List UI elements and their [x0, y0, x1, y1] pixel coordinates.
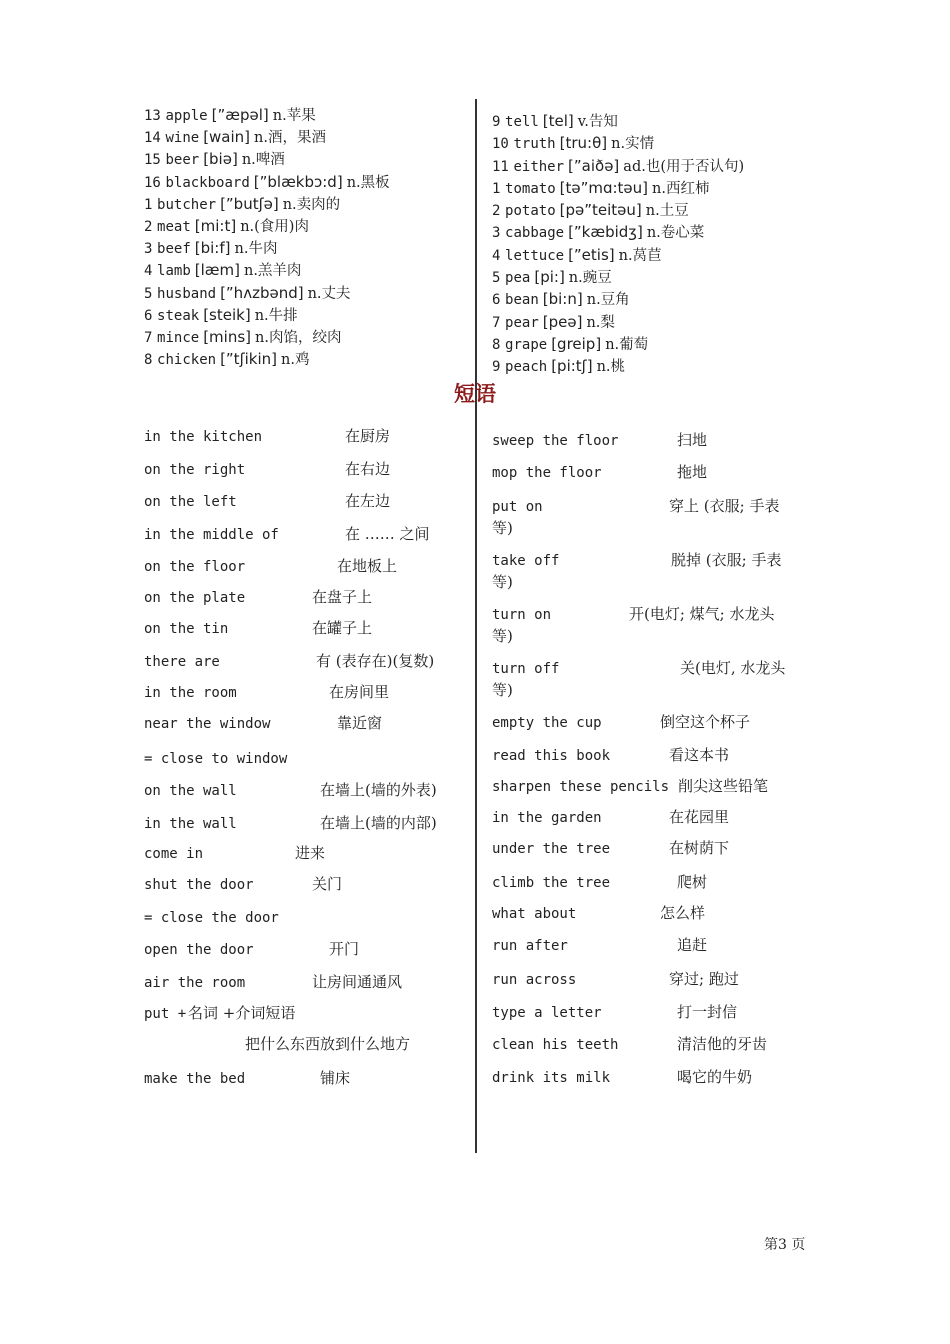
phrase-english: air the room [144, 975, 246, 991]
phrase-english: run after [492, 938, 568, 954]
phrase-chinese-continued: 等) [492, 519, 513, 537]
vocab-word: lettuce [505, 247, 565, 264]
vocab-phonetic: [tru:θ] [559, 134, 608, 153]
vocab-item [144, 237, 469, 259]
phrase-chinese: 在花园里 [669, 808, 730, 826]
phrase-english: turn on [492, 607, 552, 623]
phrase-chinese: 追赶 [677, 936, 708, 954]
vocab-number: 9 [492, 359, 501, 376]
phrase-chinese: 拖地 [677, 463, 708, 481]
vocab-item [144, 126, 469, 148]
phrase-english: on the wall [144, 783, 237, 799]
vocab-number: 8 [492, 336, 501, 353]
phrase-english: put on [492, 499, 543, 515]
vocab-word: lamb [157, 263, 191, 280]
phrase-chinese: 关(电灯, 水龙头 [680, 659, 786, 677]
phrase-chinese-continued: 等) [492, 681, 513, 699]
vocab-meaning: n.梨 [586, 314, 615, 331]
vocab-phonetic: [tə”mɑ:təu] [559, 178, 649, 197]
vocab-word: grape [505, 336, 548, 353]
vocab-number: 9 [492, 114, 501, 130]
phrase-english: in the room [144, 685, 237, 701]
vocab-number: 11 [492, 158, 509, 175]
vocab-item [492, 199, 822, 221]
phrase-chinese: 让房间通通风 [312, 973, 403, 991]
vocab-meaning: ad.也(用于否认句) [623, 158, 745, 175]
vocab-item [492, 355, 822, 377]
phrase-item [144, 524, 469, 544]
phrase-item [492, 496, 808, 537]
vocab-phonetic: [bi:n] [542, 290, 583, 309]
phrase-item [492, 807, 808, 827]
vocab-number: 6 [492, 292, 501, 309]
vocab-number: 15 [144, 152, 161, 169]
phrase-chinese: 在墙上(墙的外表) [320, 781, 437, 799]
phrase-chinese: 倒空这个杯子 [660, 713, 751, 731]
vocab-word: peach [505, 359, 548, 376]
phrase-item [144, 682, 469, 702]
vocab-meaning: n.黑板 [346, 174, 390, 191]
phrase-english: on the plate [144, 590, 246, 606]
phrase-item [144, 713, 469, 733]
phrase-chinese: 爬树 [677, 873, 708, 891]
vocab-number: 10 [492, 136, 509, 153]
vocab-number: 2 [492, 203, 501, 220]
phrase-english: on the left [144, 494, 237, 510]
vocab-phonetic: [biə] [203, 150, 238, 169]
vocab-number: 8 [144, 352, 153, 369]
vocab-meaning: n.肉馅，绞肉 [255, 329, 342, 346]
phrase-item [492, 1067, 808, 1087]
phrase-english: on the right [144, 462, 246, 478]
phrase-english: in the kitchen [144, 429, 263, 445]
phrase-english: mop the floor [492, 465, 602, 481]
vocab-item [144, 259, 469, 281]
vocab-number: 4 [492, 247, 501, 264]
phrase-chinese: 怎么样 [660, 904, 706, 922]
vocab-number: 1 [492, 180, 501, 197]
phrase-english: climb the tree [492, 875, 611, 891]
phrases-title: 短语 [454, 382, 496, 406]
vocab-number: 4 [144, 263, 153, 280]
phrase-item [492, 969, 808, 989]
vocab-meaning: n.羔羊肉 [243, 263, 302, 280]
vocab-item [492, 155, 822, 177]
vocab-phonetic: [mins] [203, 327, 252, 346]
phrase-chinese: 开(电灯; 煤气; 水龙头 [629, 605, 775, 623]
phrase-english: empty the cup [492, 715, 602, 731]
vocab-word: either [513, 158, 565, 175]
vocab-item [492, 244, 822, 266]
phrase-chinese: 削尖这些铅笔 [678, 777, 769, 795]
vocab-item [144, 104, 469, 126]
vocab-number: 3 [144, 241, 153, 258]
phrase-item [492, 903, 808, 923]
phrase-chinese: 有 (表存在)(复数) [316, 652, 435, 670]
phrase-item [144, 972, 469, 992]
phrase-english: under the tree [492, 841, 611, 857]
vocab-meaning: n.酒，果酒 [254, 130, 326, 147]
phrase-item [492, 604, 808, 645]
vocab-phonetic: [pi:tʃ] [551, 357, 593, 376]
vocab-word: tomato [505, 180, 556, 197]
vocab-item [144, 171, 469, 193]
vocab-phonetic: [”kæbidʒ] [568, 223, 643, 242]
vocab-word: pear [505, 314, 539, 331]
vocab-item [492, 110, 822, 132]
phrase-english: take off [492, 553, 560, 569]
vocab-word: pea [505, 270, 531, 287]
vocab-phonetic: [tel] [542, 112, 574, 130]
vocab-meaning: n.葡萄 [605, 336, 649, 353]
phrase-chinese: 脱掉 (衣服; 手表 [671, 551, 782, 569]
phrase-chinese: 靠近窗 [337, 714, 383, 732]
phrase-item [144, 843, 469, 863]
vocab-word: wine [165, 130, 200, 147]
phrase-chinese: 穿过; 跑过 [669, 970, 739, 988]
vocab-meaning: n.牛肉 [234, 241, 278, 258]
phrase-english: in the wall [144, 816, 237, 832]
phrase-english: in the garden [492, 810, 602, 826]
phrase-chinese: 在墙上(墙的内部) [320, 814, 437, 832]
phrase-english: sweep the floor [492, 433, 619, 449]
vocab-item [492, 132, 822, 154]
phrase-item [144, 748, 469, 768]
vocab-phonetic: [”butʃə] [220, 194, 279, 213]
phrase-chinese: 在 …… 之间 [345, 525, 430, 543]
phrase-item [144, 813, 469, 833]
vocab-meaning: v.告知 [577, 114, 618, 130]
vocab-word: butcher [157, 196, 217, 213]
phrase-chinese: 在右边 [345, 460, 391, 478]
vocab-phonetic: [”etis] [568, 245, 615, 264]
vocab-list-right [492, 110, 822, 378]
vocab-number: 16 [144, 174, 161, 191]
vocab-phonetic: [bi:f] [194, 239, 231, 258]
phrase-english: what about [492, 906, 577, 922]
phrase-chinese: 开门 [329, 940, 360, 958]
phrase-english: run across [492, 972, 577, 988]
vocab-word: tell [505, 114, 539, 130]
vocab-item [492, 333, 822, 355]
vocab-meaning: n.卖肉的 [282, 196, 341, 213]
page-number: 第3 页 [764, 1237, 806, 1253]
phrase-english: on the floor [144, 559, 246, 575]
vocab-phonetic: [greip] [551, 334, 602, 353]
vocab-word: beef [157, 241, 191, 258]
vocab-number: 5 [144, 285, 153, 302]
vocab-word: cabbage [505, 225, 565, 242]
vocab-item [144, 304, 469, 326]
phrase-english: in the middle of [144, 527, 279, 543]
phrase-item [492, 838, 808, 858]
phrase-item [492, 745, 808, 765]
vocab-phonetic: [”hʌzbənd] [220, 283, 304, 302]
phrase-english: = close the door [144, 910, 279, 926]
phrase-item [144, 618, 469, 638]
phrase-chinese: 铺床 [320, 1069, 351, 1087]
phrase-item [492, 776, 808, 796]
phrase-english: shut the door [144, 877, 254, 893]
phrase-item [492, 872, 808, 892]
phrase-chinese: 在厨房 [345, 427, 391, 445]
phrase-chinese: 在罐子上 [312, 619, 373, 637]
vocab-meaning: n.豌豆 [568, 270, 612, 287]
phrase-english: make the bed [144, 1071, 246, 1087]
phrase-item [144, 1003, 469, 1023]
vocab-meaning: n.桃 [596, 359, 626, 376]
vocab-number: 1 [144, 196, 153, 213]
vocab-meaning: n.卷心菜 [646, 225, 705, 242]
vocab-phonetic: [wain] [203, 128, 251, 147]
phrase-chinese: 在左边 [345, 492, 391, 510]
vocab-meaning: n.莴苣 [618, 247, 662, 264]
phrase-item [492, 712, 808, 732]
vocab-number: 6 [144, 307, 153, 324]
vocab-meaning: n.鸡 [281, 352, 310, 369]
phrase-item [144, 939, 469, 959]
vocab-list-left [144, 104, 469, 370]
phrase-item [144, 491, 469, 511]
phrase-item [492, 1002, 808, 1022]
vocab-word: bean [505, 292, 539, 309]
vocab-word: truth [513, 136, 556, 153]
vocab-meaning: n.(食用)肉 [240, 218, 309, 235]
phrase-chinese: 扫地 [677, 431, 708, 449]
vocab-item [492, 221, 822, 243]
vocab-meaning: n.苹果 [272, 108, 316, 124]
phrase-item [144, 651, 469, 671]
phrase-chinese: 在盘子上 [312, 588, 373, 606]
vocab-meaning: n.土豆 [645, 203, 689, 220]
phrase-english: open the door [144, 942, 254, 958]
phrase-chinese: 关门 [312, 875, 343, 893]
phrase-chinese-continued: 等) [492, 573, 513, 591]
vocab-item [144, 148, 469, 170]
vocab-number: 13 [144, 108, 161, 124]
vocab-item [492, 288, 822, 310]
phrase-english: there are [144, 654, 220, 670]
vocab-phonetic: [pə”teitəu] [559, 201, 642, 220]
vocab-phonetic: [pi:] [534, 268, 565, 287]
phrase-english: on the tin [144, 621, 229, 637]
vocab-item [492, 266, 822, 288]
vocab-number: 3 [492, 225, 501, 242]
phrase-chinese-continued: 等) [492, 627, 513, 645]
vocab-meaning: n.啤酒 [241, 152, 285, 169]
vocab-number: 7 [492, 314, 501, 331]
phrase-english: type a letter [492, 1005, 602, 1021]
vocab-meaning: n.丈夫 [307, 285, 351, 302]
vocab-item [492, 311, 822, 333]
phrase-item [144, 907, 469, 927]
vocab-number: 2 [144, 218, 153, 235]
phrase-english: near the window [144, 716, 271, 732]
vocab-word: apple [165, 108, 208, 124]
vocab-phonetic: [”tʃikin] [220, 350, 277, 369]
vocab-word: potato [505, 203, 556, 220]
vocab-phonetic: [”aiðə] [568, 156, 620, 175]
phrase-item [144, 874, 469, 894]
vocab-word: husband [157, 285, 217, 302]
phrase-english: turn off [492, 661, 560, 677]
phrase-item [144, 1034, 469, 1054]
phrase-english: drink its milk [492, 1070, 611, 1086]
phrase-chinese: 名词 +介词短语 [188, 1004, 296, 1022]
vocab-word: blackboard [165, 174, 250, 191]
vocab-item [492, 177, 822, 199]
vocab-meaning: n.豆角 [586, 292, 630, 309]
vocab-phonetic: [læm] [194, 261, 240, 280]
vocab-phonetic: [”blækbɔ:d] [253, 172, 343, 191]
phrase-chinese: 穿上 (衣服; 手表 [669, 497, 780, 515]
phrase-item [492, 935, 808, 955]
column-divider [475, 99, 477, 1153]
phrase-item [144, 556, 469, 576]
phrase-item [492, 462, 808, 482]
vocab-meaning: n.实情 [611, 136, 655, 153]
vocab-item [144, 282, 469, 304]
phrase-item [492, 550, 808, 591]
vocab-word: meat [157, 218, 191, 235]
vocab-item [144, 193, 469, 215]
vocab-word: steak [157, 307, 200, 324]
phrase-item [492, 430, 808, 450]
vocab-item [144, 215, 469, 237]
phrase-chinese: 喝它的牛奶 [677, 1068, 753, 1086]
phrase-chinese: 清洁他的牙齿 [677, 1035, 768, 1053]
vocab-phonetic: [steik] [203, 305, 251, 324]
vocab-number: 7 [144, 329, 153, 346]
phrase-item [144, 1068, 469, 1088]
vocab-phonetic: [”æpəl] [211, 106, 269, 124]
phrase-item [144, 587, 469, 607]
phrase-english: put + [144, 1006, 187, 1022]
vocab-word: chicken [157, 352, 217, 369]
vocab-item [144, 348, 469, 370]
phrase-english: read this book [492, 748, 611, 764]
phrase-chinese: 在地板上 [337, 557, 398, 575]
phrase-item [492, 1034, 808, 1054]
vocab-meaning: n.西红柿 [652, 180, 710, 197]
vocab-number: 14 [144, 130, 161, 147]
phrase-english: come in [144, 846, 204, 862]
vocab-item [144, 326, 469, 348]
vocab-word: mince [157, 329, 200, 346]
phrase-chinese: 把什么东西放到什么地方 [245, 1035, 411, 1053]
vocab-number: 5 [492, 270, 501, 287]
phrase-english: = close to window [144, 751, 288, 767]
phrase-item [144, 426, 469, 446]
phrase-chinese: 进来 [295, 844, 326, 862]
phrase-item [144, 780, 469, 800]
phrase-item [492, 658, 808, 699]
vocab-phonetic: [mi:t] [194, 216, 237, 235]
vocab-word: beer [165, 152, 200, 169]
phrase-english: sharpen these pencils [492, 779, 670, 795]
vocab-meaning: n.牛排 [254, 307, 298, 324]
phrase-item [144, 459, 469, 479]
phrase-english: clean his teeth [492, 1037, 619, 1053]
phrase-chinese: 打一封信 [677, 1003, 738, 1021]
phrase-chinese: 看这本书 [669, 746, 730, 764]
vocab-phonetic: [peə] [542, 312, 583, 331]
phrase-chinese: 在房间里 [329, 683, 390, 701]
phrase-chinese: 在树荫下 [669, 839, 730, 857]
